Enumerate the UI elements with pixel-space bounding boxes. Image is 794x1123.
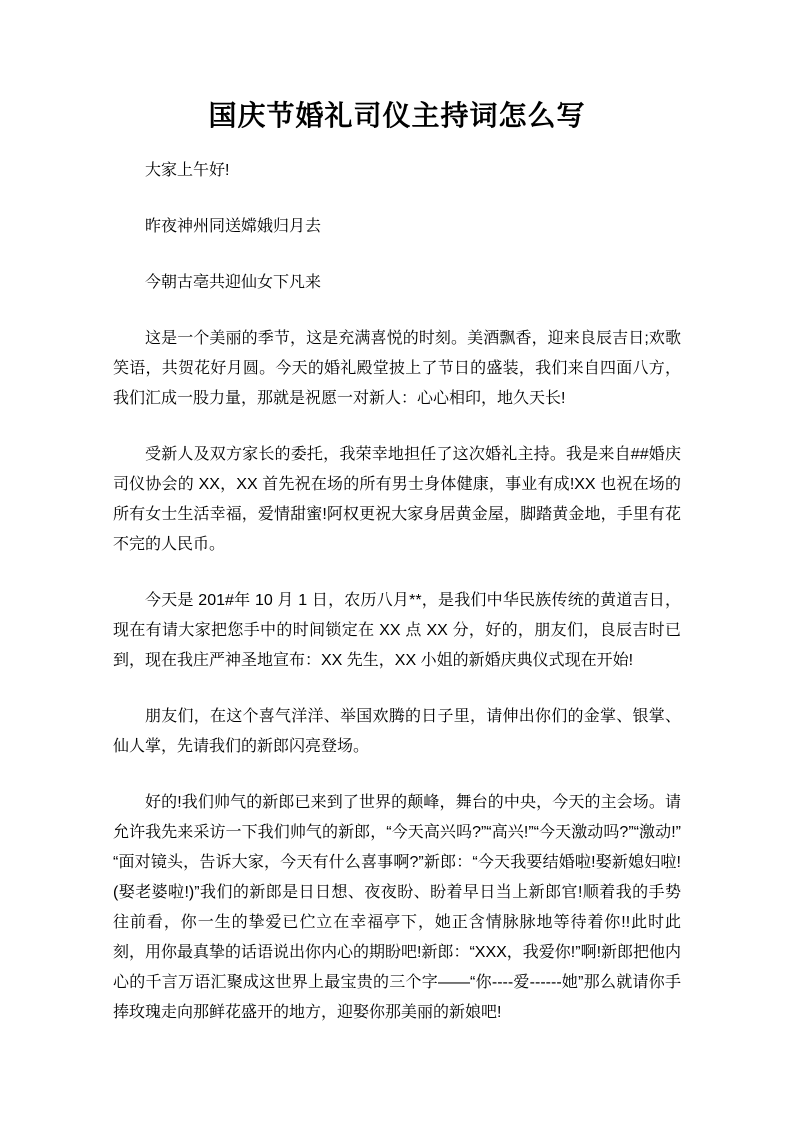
document-body <box>113 156 681 1028</box>
paragraph: 今天是 201#年 10 月 1 日，农历八月**，是我们中华民族传统的黄道吉日，现在有请大家把您手中的时间锁定在 XX 点 XX 分，好的，朋友们，良辰吉时已到，现在我庄严神圣地宣布：XX 先生，XX 小姐的新婚庆典仪式现在开始! <box>113 592 681 669</box>
paragraph: 大家上午好! <box>145 162 230 179</box>
document-title: 国庆节婚礼司仪主持词怎么写 <box>208 100 586 131</box>
paragraph: 好的!我们帅气的新郎已来到了世界的颠峰，舞台的中央，今天的主会场。请允许我先来采访一下我们帅气的新郎，“今天高兴吗?”“高兴!”“今天激动吗?”“激动!”“面对镜头，告诉大家，今天有什么喜事啊?”新郎：“今天我要结婚啦!娶新媳妇啦!(娶老婆啦!)”我们的新郎是日日想、夜夜盼、盼着早日当上新郎官!顺着我的手势往前看，你一生的挚爱已伫立在幸福亭下，她正含情脉脉地等待着你!!此时此刻，用你最真挚的话语说出你内心的期盼吧!新郎：“XXX，我爱你!”啊!新郎把他内心的千言万语汇聚成这世界上最宝贵的三个字——“你----爱------她”那么就请你手捧玫瑰走向那鲜花盛开的地方，迎娶你那美丽的新娘吧! <box>113 794 682 1021</box>
paragraph: 今朝古亳共迎仙女下凡来 <box>145 274 322 291</box>
paragraph: 这是一个美丽的季节，这是充满喜悦的时刻。美酒飘香，迎来良辰吉日;欢歌笑语，共贺花好月圆。今天的婚礼殿堂披上了节日的盛装，我们来自四面八方，我们汇成一股力量，那就是祝愿一对新人：心心相印，地久天长! <box>113 330 681 407</box>
paragraph: 受新人及双方家长的委托，我荣幸地担任了这次婚礼主持。我是来自##婚庆司仪协会的 XX，XX 首先祝在场的所有男士身体健康，事业有成!XX 也祝在场的所有女士生活幸福，爱情甜蜜!阿权更祝大家身居黄金屋，脚踏黄金地，手里有花不完的人民币。 <box>113 446 681 553</box>
paragraph: 昨夜神州同送嫦娥归月去 <box>145 218 322 235</box>
paragraph: 朋友们，在这个喜气洋洋、举国欢腾的日子里，请伸出你们的金掌、银掌、仙人掌，先请我们的新郎闪亮登场。 <box>113 708 681 755</box>
